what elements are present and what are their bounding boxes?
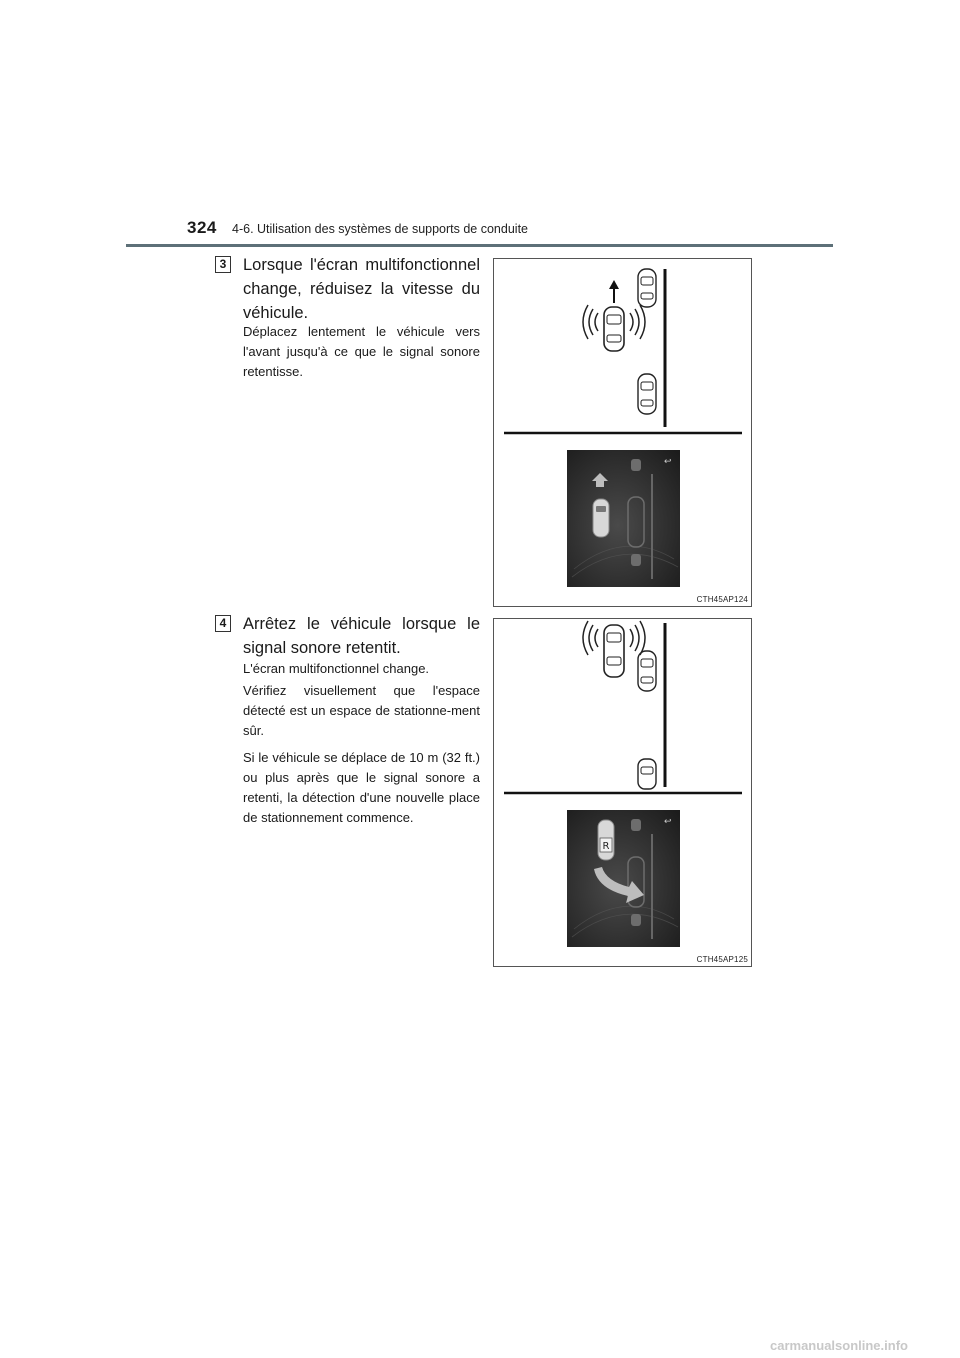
step-3-title: Lorsque l'écran multifonctionnel change, réduisez la vitesse du véhicule.: [243, 256, 480, 322]
step-4-paragraph: Vérifiez visuellement que l'espace détecté est un espace de stationne-ment sûr.: [243, 683, 480, 738]
step-4-figure: [493, 618, 752, 967]
step-4-paragraph: L'écran multifonctionnel change.: [243, 661, 430, 676]
step-4-title: Arrêtez le véhicule lorsque le signal sonore retentit.: [243, 615, 480, 657]
step-4-paragraph: Si le véhicule se déplace de 10 m (32 ft.) ou plus après que le signal sonore a retenti, la détection d'une nouvelle place de stationnement commence.: [243, 750, 480, 825]
header-divider: [126, 244, 833, 247]
step-3-figure: [493, 258, 752, 607]
own-car-icon: [604, 625, 624, 677]
step-3-paragraph: Déplacez lentement le véhicule vers l'avant jusqu'à ce que le signal sonore retentisse.: [243, 324, 480, 379]
section-title: 4-6. Utilisation des systèmes de supports de conduite: [232, 222, 528, 236]
figure-code: CTH45AP125: [696, 955, 748, 964]
step-3-illustration: [494, 259, 751, 606]
watermark: carmanualsonline.info: [770, 1338, 908, 1353]
parked-car-icon: [638, 651, 656, 691]
forward-arrow-icon: [609, 280, 619, 303]
own-car-icon: [604, 307, 624, 351]
parked-car-icon: [638, 759, 656, 789]
step-3-badge: 3: [215, 256, 231, 273]
step-4-illustration: [494, 619, 751, 966]
multi-info-display: [567, 450, 680, 587]
step-4-body: [243, 659, 480, 835]
multi-info-display: [567, 810, 680, 947]
parked-car-icon: [638, 269, 656, 307]
reverse-gear-label: R: [602, 841, 610, 852]
step-3-body: [243, 322, 480, 389]
return-arrow-icon: ↩: [664, 457, 672, 467]
figure-code: CTH45AP124: [696, 595, 748, 604]
page-number: 324: [187, 218, 217, 237]
step-4-badge: 4: [215, 615, 231, 632]
return-arrow-icon: ↩: [664, 817, 672, 827]
parked-car-icon: [638, 374, 656, 414]
